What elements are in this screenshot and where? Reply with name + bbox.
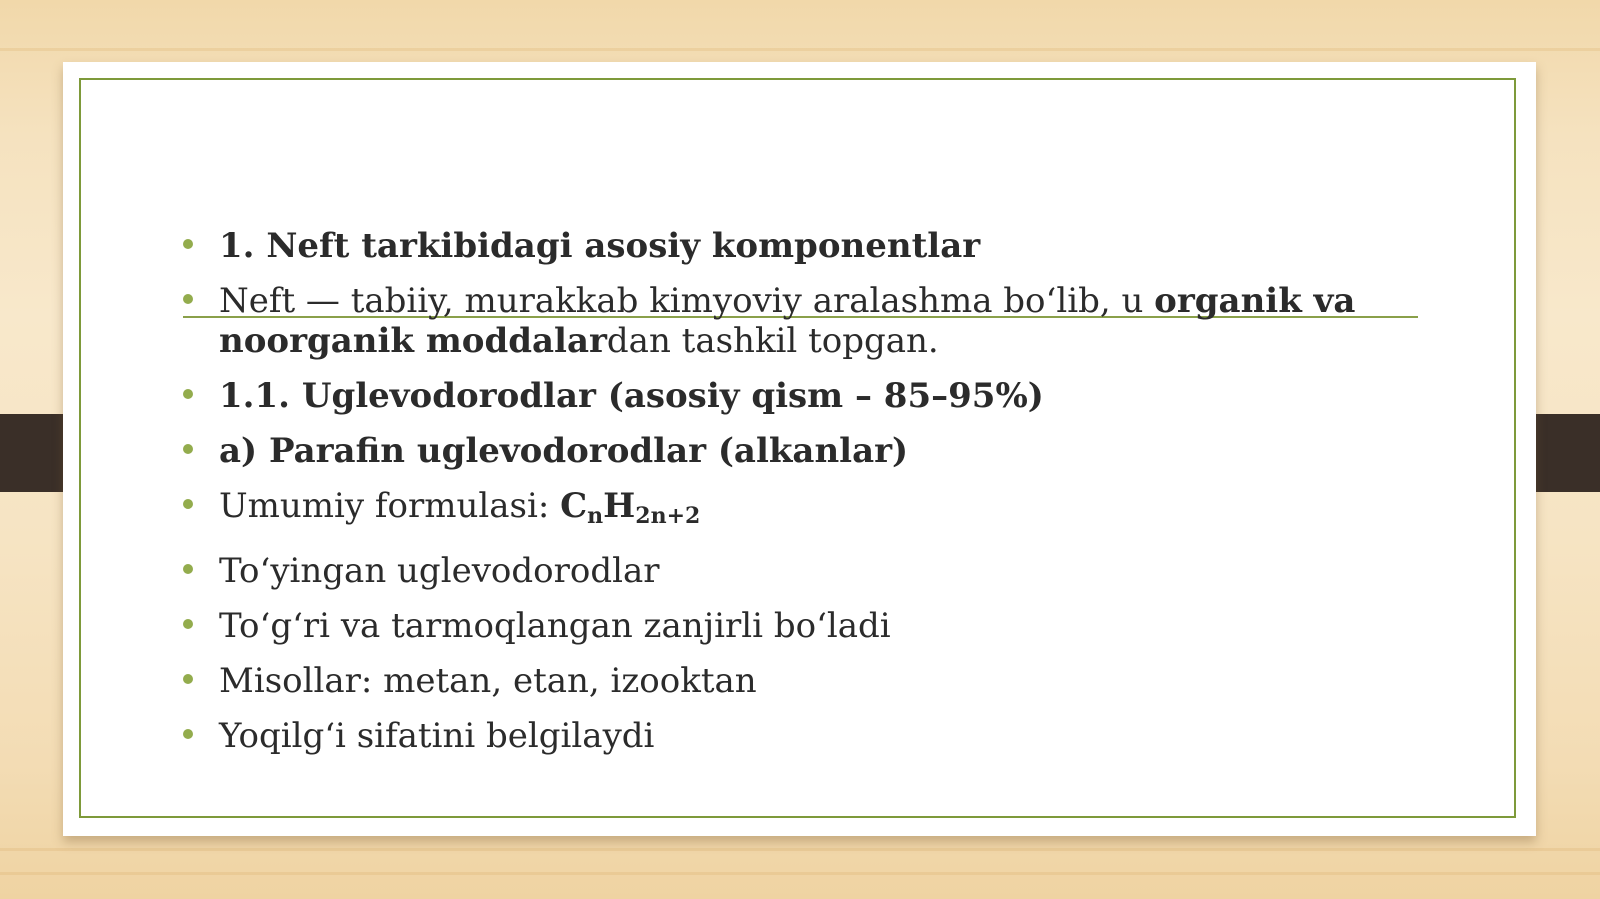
bullet-saturated (183, 551, 1433, 591)
bullet-text: a) Parafin uglevodorodlar (alkanlar) (219, 431, 909, 471)
bullet-icon (183, 239, 193, 249)
formula-c: C (560, 486, 588, 526)
bullet-bold-text: organik va noorganik moddalar (219, 281, 1356, 361)
bullet-icon (183, 729, 193, 739)
formula-h: H (603, 486, 636, 526)
wood-grain (0, 848, 1600, 851)
formula-subscript: 2n+2 (635, 503, 701, 529)
bullet-heading-components (183, 226, 1433, 266)
bullet-list (183, 226, 1433, 771)
formula-n: n (587, 503, 604, 529)
bullet-text: To‘yingan uglevodorodlar (219, 551, 660, 591)
bullet-chains (183, 606, 1433, 646)
wood-grain (0, 872, 1600, 875)
bullet-icon (183, 444, 193, 454)
bullet-icon (183, 619, 193, 629)
bullet-text: Yoqilg‘i sifatini belgilaydi (219, 716, 655, 756)
bullet-text: To‘g‘ri va tarmoqlangan zanjirli bo‘ladi (219, 606, 891, 646)
bullet-icon (183, 389, 193, 399)
bullet-icon (183, 499, 193, 509)
bullet-text: Neft — tabiiy, murakkab kimyoviy aralashma bo‘lib, u (219, 281, 1155, 321)
bullet-formula (183, 486, 1433, 536)
bullet-text: 1. Neft tarkibidagi asosiy komponentlar (219, 226, 981, 266)
bullet-neft-definition (183, 281, 1433, 361)
bullet-text: Misollar: metan, etan, izooktan (219, 661, 757, 701)
bullet-heading-paraffin (183, 431, 1433, 471)
bullet-text: 1.1. Uglevodorodlar (asosiy qism – 85–95%) (219, 376, 1044, 416)
bullet-examples (183, 661, 1433, 701)
bullet-heading-hydrocarbons (183, 376, 1433, 416)
bullet-text: Umumiy formulasi: (219, 486, 561, 526)
bullet-icon (183, 294, 193, 304)
wood-grain (0, 48, 1600, 51)
bullet-fuel-quality (183, 716, 1433, 756)
bullet-icon (183, 564, 193, 574)
bullet-icon (183, 674, 193, 684)
bullet-text: dan tashkil topgan. (606, 321, 939, 361)
